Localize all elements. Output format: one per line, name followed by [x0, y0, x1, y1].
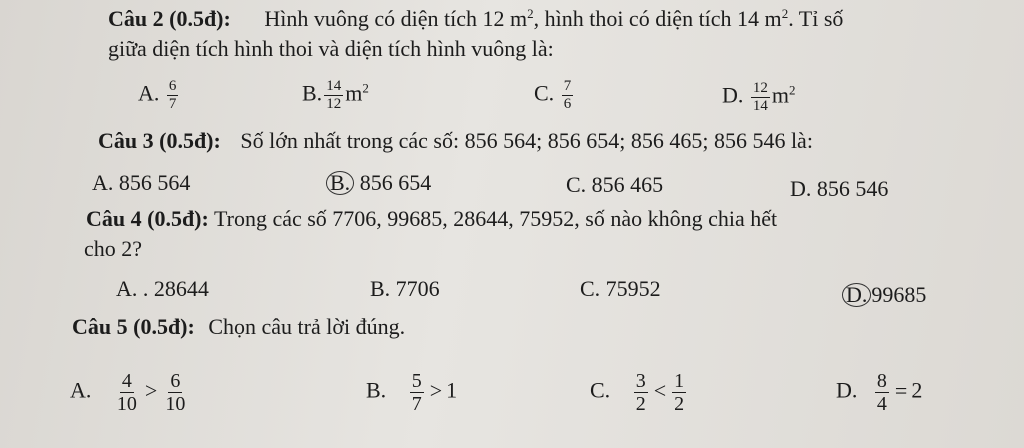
q5-a-frac-right: $\frac{6}{10}$ [165, 370, 186, 415]
q5-c-frac-right: $\frac{1}{2}$ [674, 370, 685, 415]
q5-a-frac-left: $\frac{4}{10}$ [116, 370, 137, 415]
q2-sup-2: 2 [781, 6, 789, 21]
q2-line1 [108, 6, 843, 32]
q5-option-c: C. $\frac{3}{2}$ < $\frac{1}{2}$ [590, 370, 685, 415]
q4-option-b: B. 7706 [370, 276, 440, 301]
q5-option-d: D. $\frac{8}{4}$ = 2 [836, 370, 923, 415]
q5-text: Chọn câu trả lời đúng. [208, 314, 406, 339]
q5-line [72, 314, 405, 340]
q5-title: Câu 5 (0.5đ): [72, 314, 195, 339]
q2-line2: giữa diện tích hình thoi và diện tích hình vuông là: [108, 36, 554, 61]
q3-option-a: A. 856 564 [92, 170, 191, 195]
q2-option-c: C. $\frac{7}{6}$ [534, 78, 572, 112]
q3-option-b: B. 856 654 [326, 170, 431, 196]
q4-option-d: D. 99685 [842, 282, 926, 308]
q4-line2: cho 2? [84, 236, 143, 261]
q5-c-frac-left: $\frac{3}{2}$ [635, 370, 646, 415]
q4-d-circle-mark: D. [842, 283, 871, 307]
q3-text: Số lớn nhất trong các số: 856 564; 856 654; 856 465; 856 546 là: [240, 128, 813, 153]
q2-sup-1: 2 [527, 6, 534, 21]
q5-d-frac: $\frac{8}{4}$ [876, 370, 887, 415]
q5-option-b: B. $\frac{5}{7}$ > 1 [366, 370, 458, 415]
q4-title: Câu 4 (0.5đ): [86, 206, 209, 231]
q2-c-fraction: $\frac{7}{6}$ [563, 78, 572, 112]
q2-d-fraction: $\frac{12}{14}$ [752, 80, 768, 114]
q3-option-d: D. 856 546 [790, 176, 889, 201]
q3-line [98, 128, 813, 154]
q2-option-b: B. $\frac{14}{12}$ $m^2$ [302, 78, 369, 112]
q2-text-mid: , hình thoi có diện tích 14 m [533, 6, 782, 31]
q5-option-a: A. $\frac{4}{10}$ > $\frac{6}{10}$ [70, 370, 186, 415]
q2-b-fraction: $\frac{14}{12}$ [326, 78, 342, 112]
q2-text-start: Hình vuông có diện tích 12 m [264, 6, 528, 31]
q2-title: Câu 2 (0.5đ): [108, 6, 231, 31]
q2-a-fraction: $\frac{6}{7}$ [168, 78, 177, 112]
q2-option-d: D. $\frac{12}{14}$ $m^2$ [722, 80, 796, 114]
q4-option-a: A. . 28644 [116, 276, 209, 301]
q4-line1 [86, 206, 777, 232]
q3-b-circle-mark: B. [326, 171, 354, 195]
q4-text-line1: Trong các số 7706, 99685, 28644, 75952, số nào không chia hết [213, 206, 778, 231]
q3-option-c: C. 856 465 [566, 172, 664, 197]
q4-option-c: C. 75952 [580, 276, 661, 301]
q2-option-a: A. $\frac{6}{7}$ [138, 78, 177, 112]
q3-title: Câu 3 (0.5đ): [98, 128, 221, 153]
q5-b-frac: $\frac{5}{7}$ [411, 370, 422, 415]
q2-text-end: . Tỉ số [788, 6, 844, 31]
